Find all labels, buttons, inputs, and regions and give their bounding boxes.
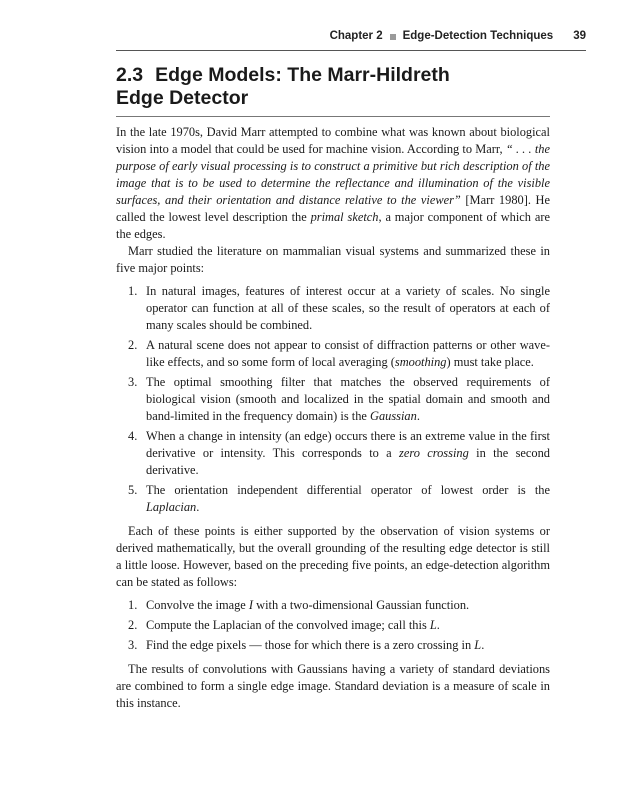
list-text-end: in the second derivative. xyxy=(146,446,551,477)
paragraph-grounding: Each of these points is either supported by the observation of vision systems or derived mathematically, but the overall grounding of the resulting edge detector is still a little loose. However, based on the preceding five points, an edge-detection algorithm can be stated as follows: xyxy=(116,524,550,589)
body-text xyxy=(116,124,550,712)
list-text: The orientation independent differential operator of lowest order is the xyxy=(146,483,550,497)
symbol-l: L xyxy=(474,638,482,652)
list-item xyxy=(116,283,550,334)
list-text: Compute the Laplacian of the convolved image; call this xyxy=(146,618,430,632)
section-title-line1: Edge Models: The Marr-Hildreth xyxy=(155,64,450,86)
list-text: A natural scene does not appear to consist of diffraction patterns or other wave-like effects, and so some form of local averaging ( xyxy=(146,338,550,369)
paragraph-intro xyxy=(116,124,550,243)
list-text-end: with a two-dimensional Gaussian function. xyxy=(253,598,470,612)
list-number: 3. xyxy=(128,638,138,652)
list-number: 2. xyxy=(128,618,138,632)
intro-text-2: [Marr 1980]. He called the lowest level description the xyxy=(116,193,550,224)
term-smoothing: smoothing xyxy=(394,355,447,369)
five-points-list xyxy=(116,283,550,516)
term-laplacian: Laplacian xyxy=(146,500,197,514)
chapter-label: Chapter 2 xyxy=(329,30,383,42)
list-text-end: . xyxy=(196,500,200,514)
symbol-i: I xyxy=(248,598,254,612)
list-number: 4. xyxy=(128,429,138,443)
list-text: In natural images, features of interest occur at a variety of scales. No single operator can function at all of these scales, so the result of operators at each of many scales should be combined. xyxy=(146,284,550,332)
section-heading xyxy=(116,64,550,117)
separator-square-icon xyxy=(390,34,396,40)
list-text-end: . xyxy=(481,638,485,652)
list-text: When a change in intensity (an edge) occurs there is an extreme value in the first derivative or intensity. This corresponds to a xyxy=(146,429,550,460)
section-title-line2: Edge Detector xyxy=(116,87,249,109)
list-item xyxy=(116,337,550,371)
list-text-end: ) must take place. xyxy=(446,355,534,369)
list-item xyxy=(116,617,550,634)
list-item xyxy=(116,428,550,479)
list-item xyxy=(116,637,550,654)
intro-text: In the late 1970s, David Marr attempted to combine what was known about biological vision into a model that could be used for machine vision. According to Marr, xyxy=(116,125,550,156)
term-primal-sketch: primal sketch xyxy=(310,210,379,224)
list-text-end: . xyxy=(416,409,420,423)
list-item xyxy=(116,482,550,516)
paragraph-summary: Marr studied the literature on mammalian visual systems and summarized these in five major points: xyxy=(116,244,550,275)
term-gaussian: Gaussian xyxy=(370,409,417,423)
list-text-end: . xyxy=(436,618,440,632)
list-item xyxy=(116,597,550,614)
list-number: 5. xyxy=(128,483,138,497)
paragraph-results: The results of convolutions with Gaussians having a variety of standard deviations are combined to form a single edge image. Standard deviation is a measure of scale in this instance. xyxy=(116,662,550,710)
symbol-l: L xyxy=(429,618,437,632)
list-number: 3. xyxy=(128,375,138,389)
list-text: Find the edge pixels — those for which there is a zero crossing in xyxy=(146,638,475,652)
section-number: 2.3 xyxy=(116,64,144,86)
chapter-title: Edge-Detection Techniques xyxy=(402,30,554,42)
list-number: 1. xyxy=(128,598,138,612)
page-number: 39 xyxy=(573,30,586,42)
list-text: Convolve the image xyxy=(146,598,249,612)
term-zero-crossing: zero crossing xyxy=(399,446,469,460)
list-number: 1. xyxy=(128,284,138,298)
intro-text-3: , a major component of which are the edges. xyxy=(116,210,550,241)
algorithm-steps-list xyxy=(116,597,550,654)
marr-quote: “ . . . the purpose of early visual processing is to construct a primitive but rich description of the image that is to be used to determine the reflectance and illumination of the visible surfaces, and their orientation and distance relative to the viewer” xyxy=(116,142,550,207)
list-item xyxy=(116,374,550,425)
list-number: 2. xyxy=(128,338,138,352)
list-text: The optimal smoothing filter that matches the observed requirements of biological vision (smooth and localized in the spatial domain and smooth and band-limited in the frequency domain) is the xyxy=(146,375,550,423)
running-head xyxy=(116,30,586,51)
